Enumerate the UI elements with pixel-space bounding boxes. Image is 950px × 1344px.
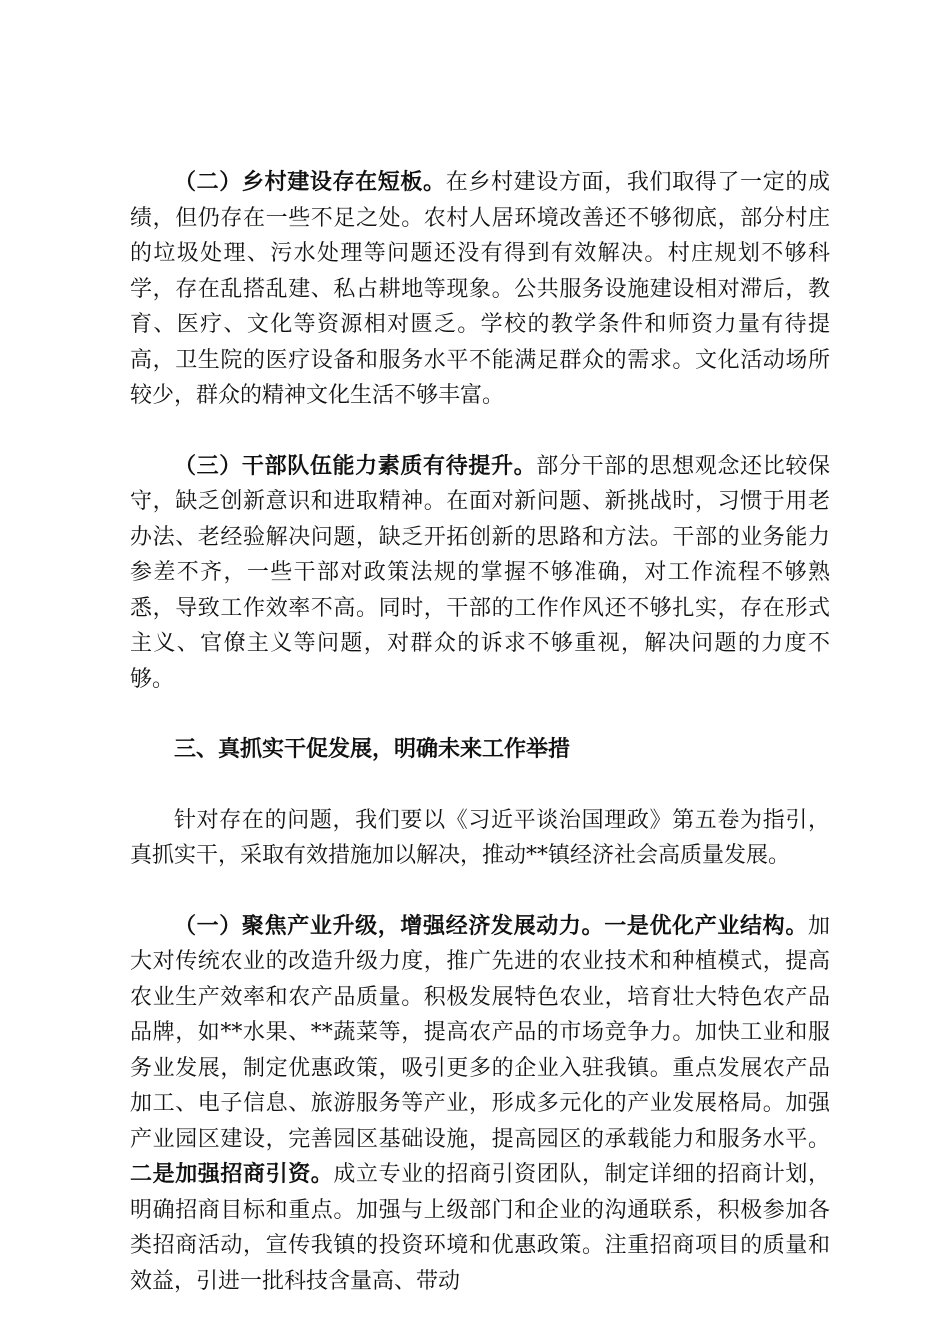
section-heading: 三、真抓实干促发展，明确未来工作举措 xyxy=(174,737,571,762)
paragraph-lead: （三）干部队伍能力素质有待提升。 xyxy=(174,453,537,479)
paragraph-lead: （二）乡村建设存在短板。 xyxy=(174,170,446,195)
paragraph-industry-upgrade xyxy=(130,909,830,1300)
paragraph-text: 成立专业的招商引资团队，制定详细的招商计划，明确招商目标和重点。加强与上级部门和企业的沟通联系，积极参加各类招商活动，宣传我镇的投资环境和优惠政策。注重招商项目的质量和效益，引进一批科技含量高、带动 xyxy=(130,1162,830,1294)
paragraph-text: 加大对传统农业的改造升级力度，推广先进的农业技术和种植模式，提高农业生产效率和农产品质量。积极发展特色农业，培育壮大特色农产品品牌，如**水果、**蔬菜等，提高农产品的市场竞争力。加快工业和服务业发展，制定优惠政策，吸引更多的企业入驻我镇。重点发展农产品加工、电子信息、旅游服务等产业，形成多元化的产业发展格局。加强产业园区建设，完善园区基础设施，提高园区的承载能力和服务水平。 xyxy=(130,913,830,1152)
paragraph-lead: （一）聚焦产业升级，增强经济发展动力。一是优化产业结构。 xyxy=(174,913,808,939)
document-body xyxy=(130,165,830,1334)
paragraph-rural-construction xyxy=(130,165,830,414)
paragraph-intro: 针对存在的问题，我们要以《习近平谈治国理政》第五卷为指引，真抓实干，采取有效措施加以解决，推动**镇经济社会高质量发展。 xyxy=(130,807,830,868)
paragraph-text: 部分干部的思想观念还比较保守，缺乏创新意识和进取精神。在面对新问题、新挑战时，习惯于用老办法、老经验解决问题，缺乏开拓创新的思路和方法。干部的业务能力参差不齐，一些干部对政策法规的掌握不够准确，对工作流程不够熟悉，导致工作效率不高。同时，干部的工作作风还不够扎实，存在形式主义、官僚主义等问题，对群众的诉求不够重视，解决问题的力度不够。 xyxy=(130,453,830,692)
paragraph-cadre-quality xyxy=(130,449,830,698)
paragraph-sublead: 二是加强招商引资。 xyxy=(130,1162,334,1187)
paragraph-text: 在乡村建设方面，我们取得了一定的成绩，但仍存在一些不足之处。农村人居环境改善还不够彻底，部分村庄的垃圾处理、污水处理等问题还没有得到有效解决。村庄规划不够科学，存在乱搭乱建、私占耕地等现象。公共服务设施建设相对滞后，教育、医疗、文化等资源相对匮乏。学校的教学条件和师资力量有待提高，卫生院的医疗设备和服务水平不能满足群众的需求。文化活动场所较少，群众的精神文化生活不够丰富。 xyxy=(130,170,830,408)
